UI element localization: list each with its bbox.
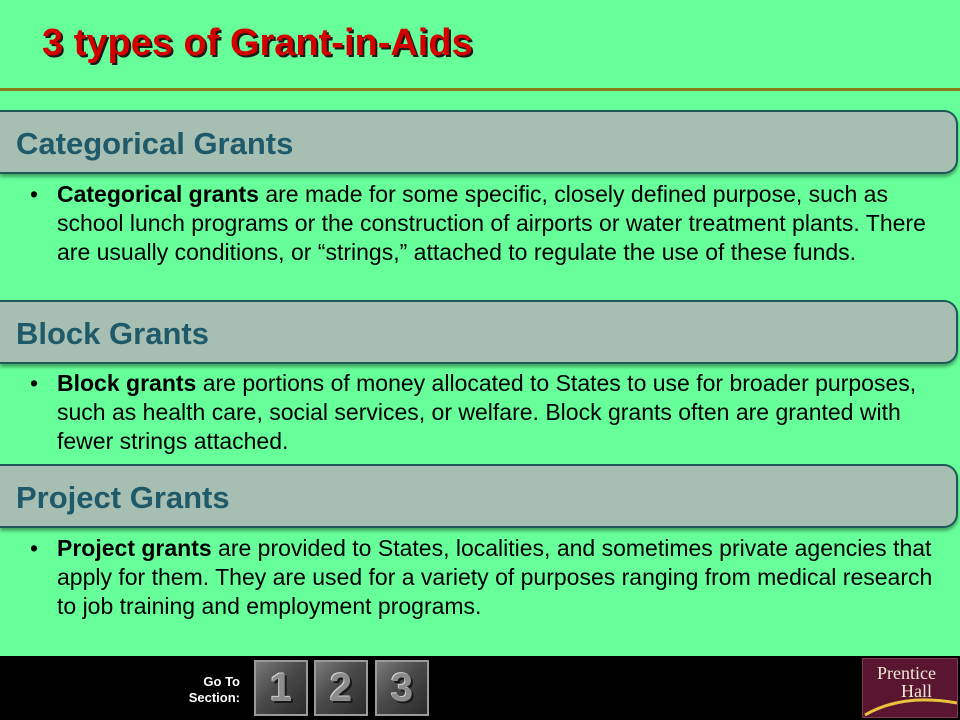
logo-swoosh-icon [863,659,958,718]
goto-label-line1: Go To [203,674,240,689]
section-1-button[interactable] [254,660,308,716]
section-1-label: 1 [269,665,293,710]
bullet-text: are portions of money allocated to States to use for broader purposes, such as health care, social services, or welfare. Block grants often are granted with fewer strings attached. [57,370,917,454]
section-heading: Categorical Grants [16,126,294,161]
project-grants-bullet [30,534,935,621]
logo-text-line2: Hall [901,681,932,701]
title-divider [0,88,960,91]
block-grants-bullet [30,369,935,456]
bullet-term: Block grants [57,370,197,396]
section-3-button[interactable] [375,660,429,716]
section-3-label: 3 [390,665,414,710]
bullet-text: are made for some specific, closely defined purpose, such as school lunch programs or the construction of airports or water treatment plants. There are usually conditions, or “strings,” attached to regulate the use of these funds. [57,181,926,265]
section-2-button[interactable] [314,660,368,716]
navigation-footer [0,656,960,720]
categorical-grants-header [0,110,958,174]
project-grants-header [0,464,958,528]
section-2-label: 2 [329,665,353,710]
bullet-text: are provided to States, localities, and sometimes private agencies that apply for them. They are used for a variety of purposes ranging from medical research to job training and employment programs. [57,535,933,619]
slide-title: 3 types of Grant-in-Aids [42,22,473,64]
bullet-dot-icon: • [30,181,39,207]
block-grants-header [0,300,958,364]
goto-section-label [172,674,240,706]
bullet-term: Project grants [57,535,212,561]
bullet-dot-icon: • [30,535,39,561]
goto-label-line2: Section: [188,690,240,705]
section-heading: Block Grants [16,316,209,351]
bullet-dot-icon: • [30,370,39,396]
section-heading: Project Grants [16,480,230,515]
logo-text-line1: Prentice [877,663,936,683]
categorical-grants-bullet [30,180,935,267]
bullet-term: Categorical grants [57,181,259,207]
prentice-hall-logo [862,658,958,718]
